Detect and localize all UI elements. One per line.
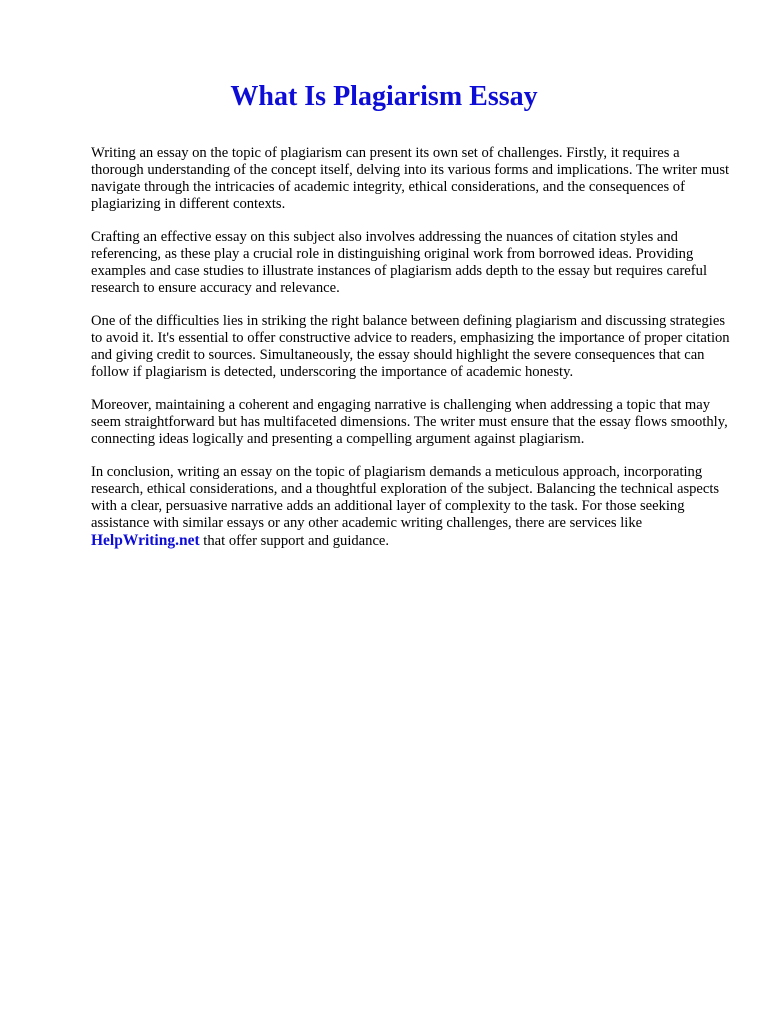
paragraph-4: Moreover, maintaining a coherent and engaging narrative is challenging when addressing a topic that may seem straightforward but has multifaceted dimensions. The writer must ensure that the essay flows smoothly, connecting ideas logically and presenting a compelling argument against plagiarism. [91,397,728,447]
page-title: What Is Plagiarism Essay [230,81,538,112]
paragraph-conclusion [91,464,731,550]
paragraph-3: One of the difficulties lies in striking the right balance between defining plagiarism and discussing strategies to avoid it. It's essential to offer constructive advice to readers, emphasizing the importance of proper citation and giving credit to sources. Simultaneously, the essay should highlight the severe consequences that can follow if plagiarism is detected, underscoring the importance of academic honesty. [91,313,730,380]
paragraph-2: Crafting an effective essay on this subject also involves addressing the nuances of citation styles and referencing, as these play a crucial role in distinguishing original work from borrowed ideas. Providing examples and case studies to illustrate instances of plagiarism adds depth to the essay but requires careful research to ensure accuracy and relevance. [91,229,707,296]
helpwriting-link[interactable]: HelpWriting.net [91,532,200,549]
paragraph-1: Writing an essay on the topic of plagiarism can present its own set of challenges. Firstly, it requires a thorough understanding of the concept itself, delving into its various forms and implications. The writer must navigate through the intricacies of academic integrity, ethical considerations, and the consequences of plagiarizing in different contexts. [91,145,730,212]
essay-body [91,145,731,566]
conclusion-text-before-link: In conclusion, writing an essay on the topic of plagiarism demands a meticulous approach, incorporating research, ethical considerations, and a thoughtful exploration of the subject. Balancing the technical aspects with a clear, persuasive narrative adds an additional layer of complexity to the task. For those seeking assistance with similar essays or any other academic writing challenges, there are services like [91,464,720,531]
conclusion-text-after-link: that offer support and guidance. [199,533,390,549]
